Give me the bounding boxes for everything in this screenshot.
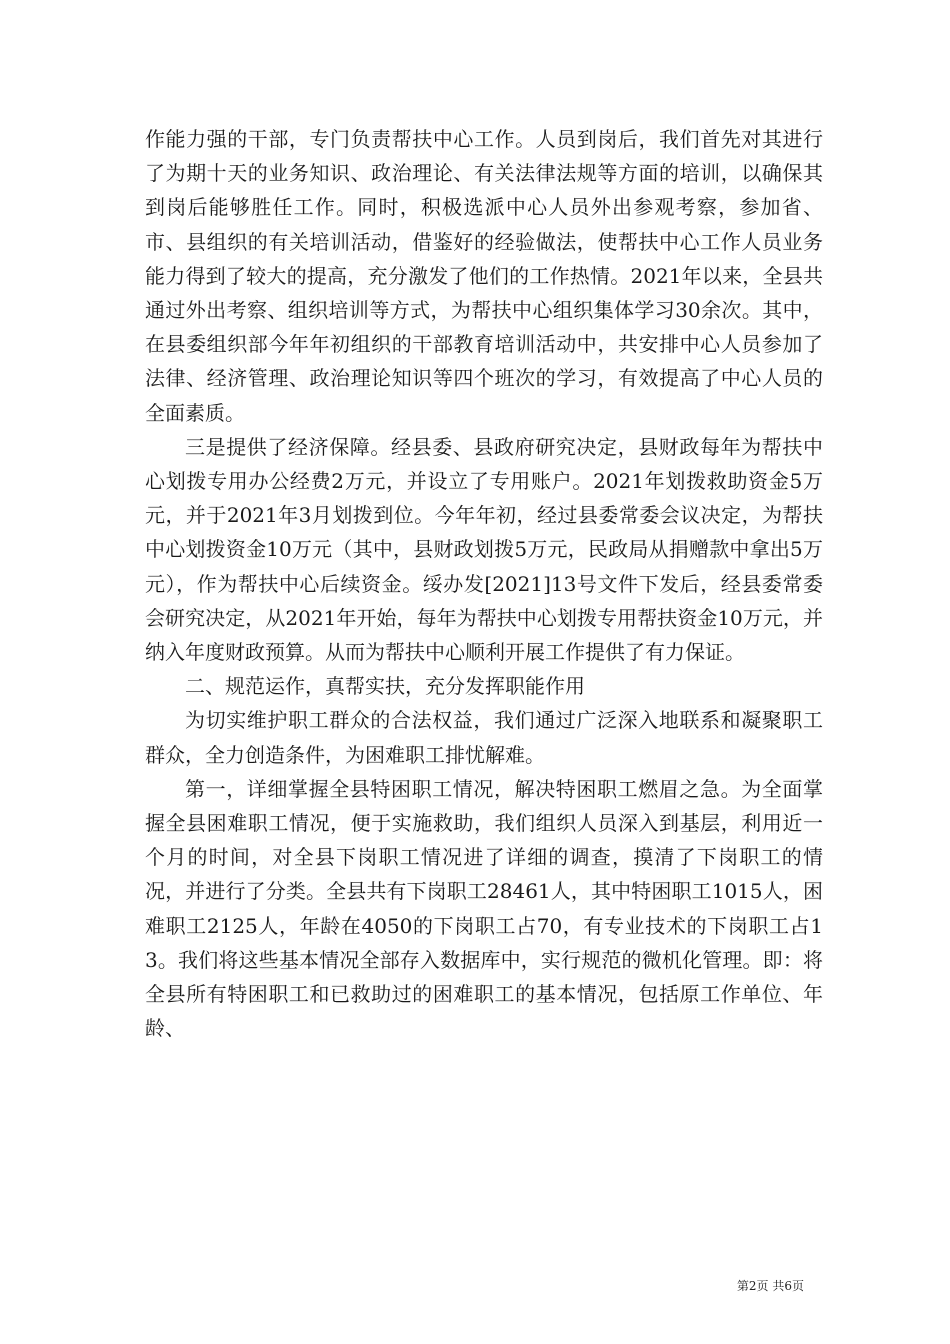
section-heading: 二、规范运作，真帮实扶，充分发挥职能作用 bbox=[185, 674, 585, 699]
paragraph-3: 为切实维护职工群众的合法权益，我们通过广泛深入地联系和凝聚职工群众，全力创造条件，为困难职工排忧解难。 bbox=[145, 708, 823, 767]
document-body bbox=[145, 122, 823, 1045]
paragraph-4: 第一，详细掌握全县特困职工情况，解决特困职工燃眉之急。为全面掌握全县困难职工情况，便于实施救助，我们组织人员深入到基层，利用近一个月的时间，对全县下岗职工情况进了详细的调查，摸清了下岗职工的情况，并进行了分类。全县共有下岗职工28461人，其中特困职工1015人，困难职工2125人，年龄在4050的下岗职工占70，有专业技术的下岗职工占13。我们将这些基本情况全部存入数据库中，实行规范的微机化管理。即：将全县所有特困职工和已救助过的困难职工的基本情况，包括原工作单位、年龄、 bbox=[145, 776, 823, 1041]
page-number-footer: 第2页 共6页 bbox=[736, 1279, 804, 1293]
paragraph-1: 作能力强的干部，专门负责帮扶中心工作。人员到岗后，我们首先对其进行了为期十天的业务知识、政治理论、有关法律法规等方面的培训，以确保其到岗后能够胜任工作。同时，积极选派中心人员外出参观考察，参加省、市、县组织的有关培训活动，借鉴好的经验做法，使帮扶中心工作人员业务能力得到了较大的提高，充分激发了他们的工作热情。2021年以来，全县共通过外出考察、组织培训等方式，为帮扶中心组织集体学习30余次。其中，在县委组织部今年年初组织的干部教育培训活动中，共安排中心人员参加了法律、经济管理、政治理论知识等四个班次的学习，有效提高了中心人员的全面素质。 bbox=[145, 127, 823, 425]
paragraph-2: 三是提供了经济保障。经县委、县政府研究决定，县财政每年为帮扶中心划拨专用办公经费2万元，并设立了专用账户。2021年划拨救助资金5万元，并于2021年3月划拨到位。今年年初，经过县委常委会议决定，为帮扶中心划拨资金10万元（其中，县财政划拨5万元，民政局从捐赠款中拿出5万元），作为帮扶中心后续资金。绥办发[2021]13号文件下发后，经县委常委会研究决定，从2021年开始，每年为帮扶中心划拨专用帮扶资金10万元，并纳入年度财政预算。从而为帮扶中心顺利开展工作提供了有力保证。 bbox=[145, 434, 823, 665]
